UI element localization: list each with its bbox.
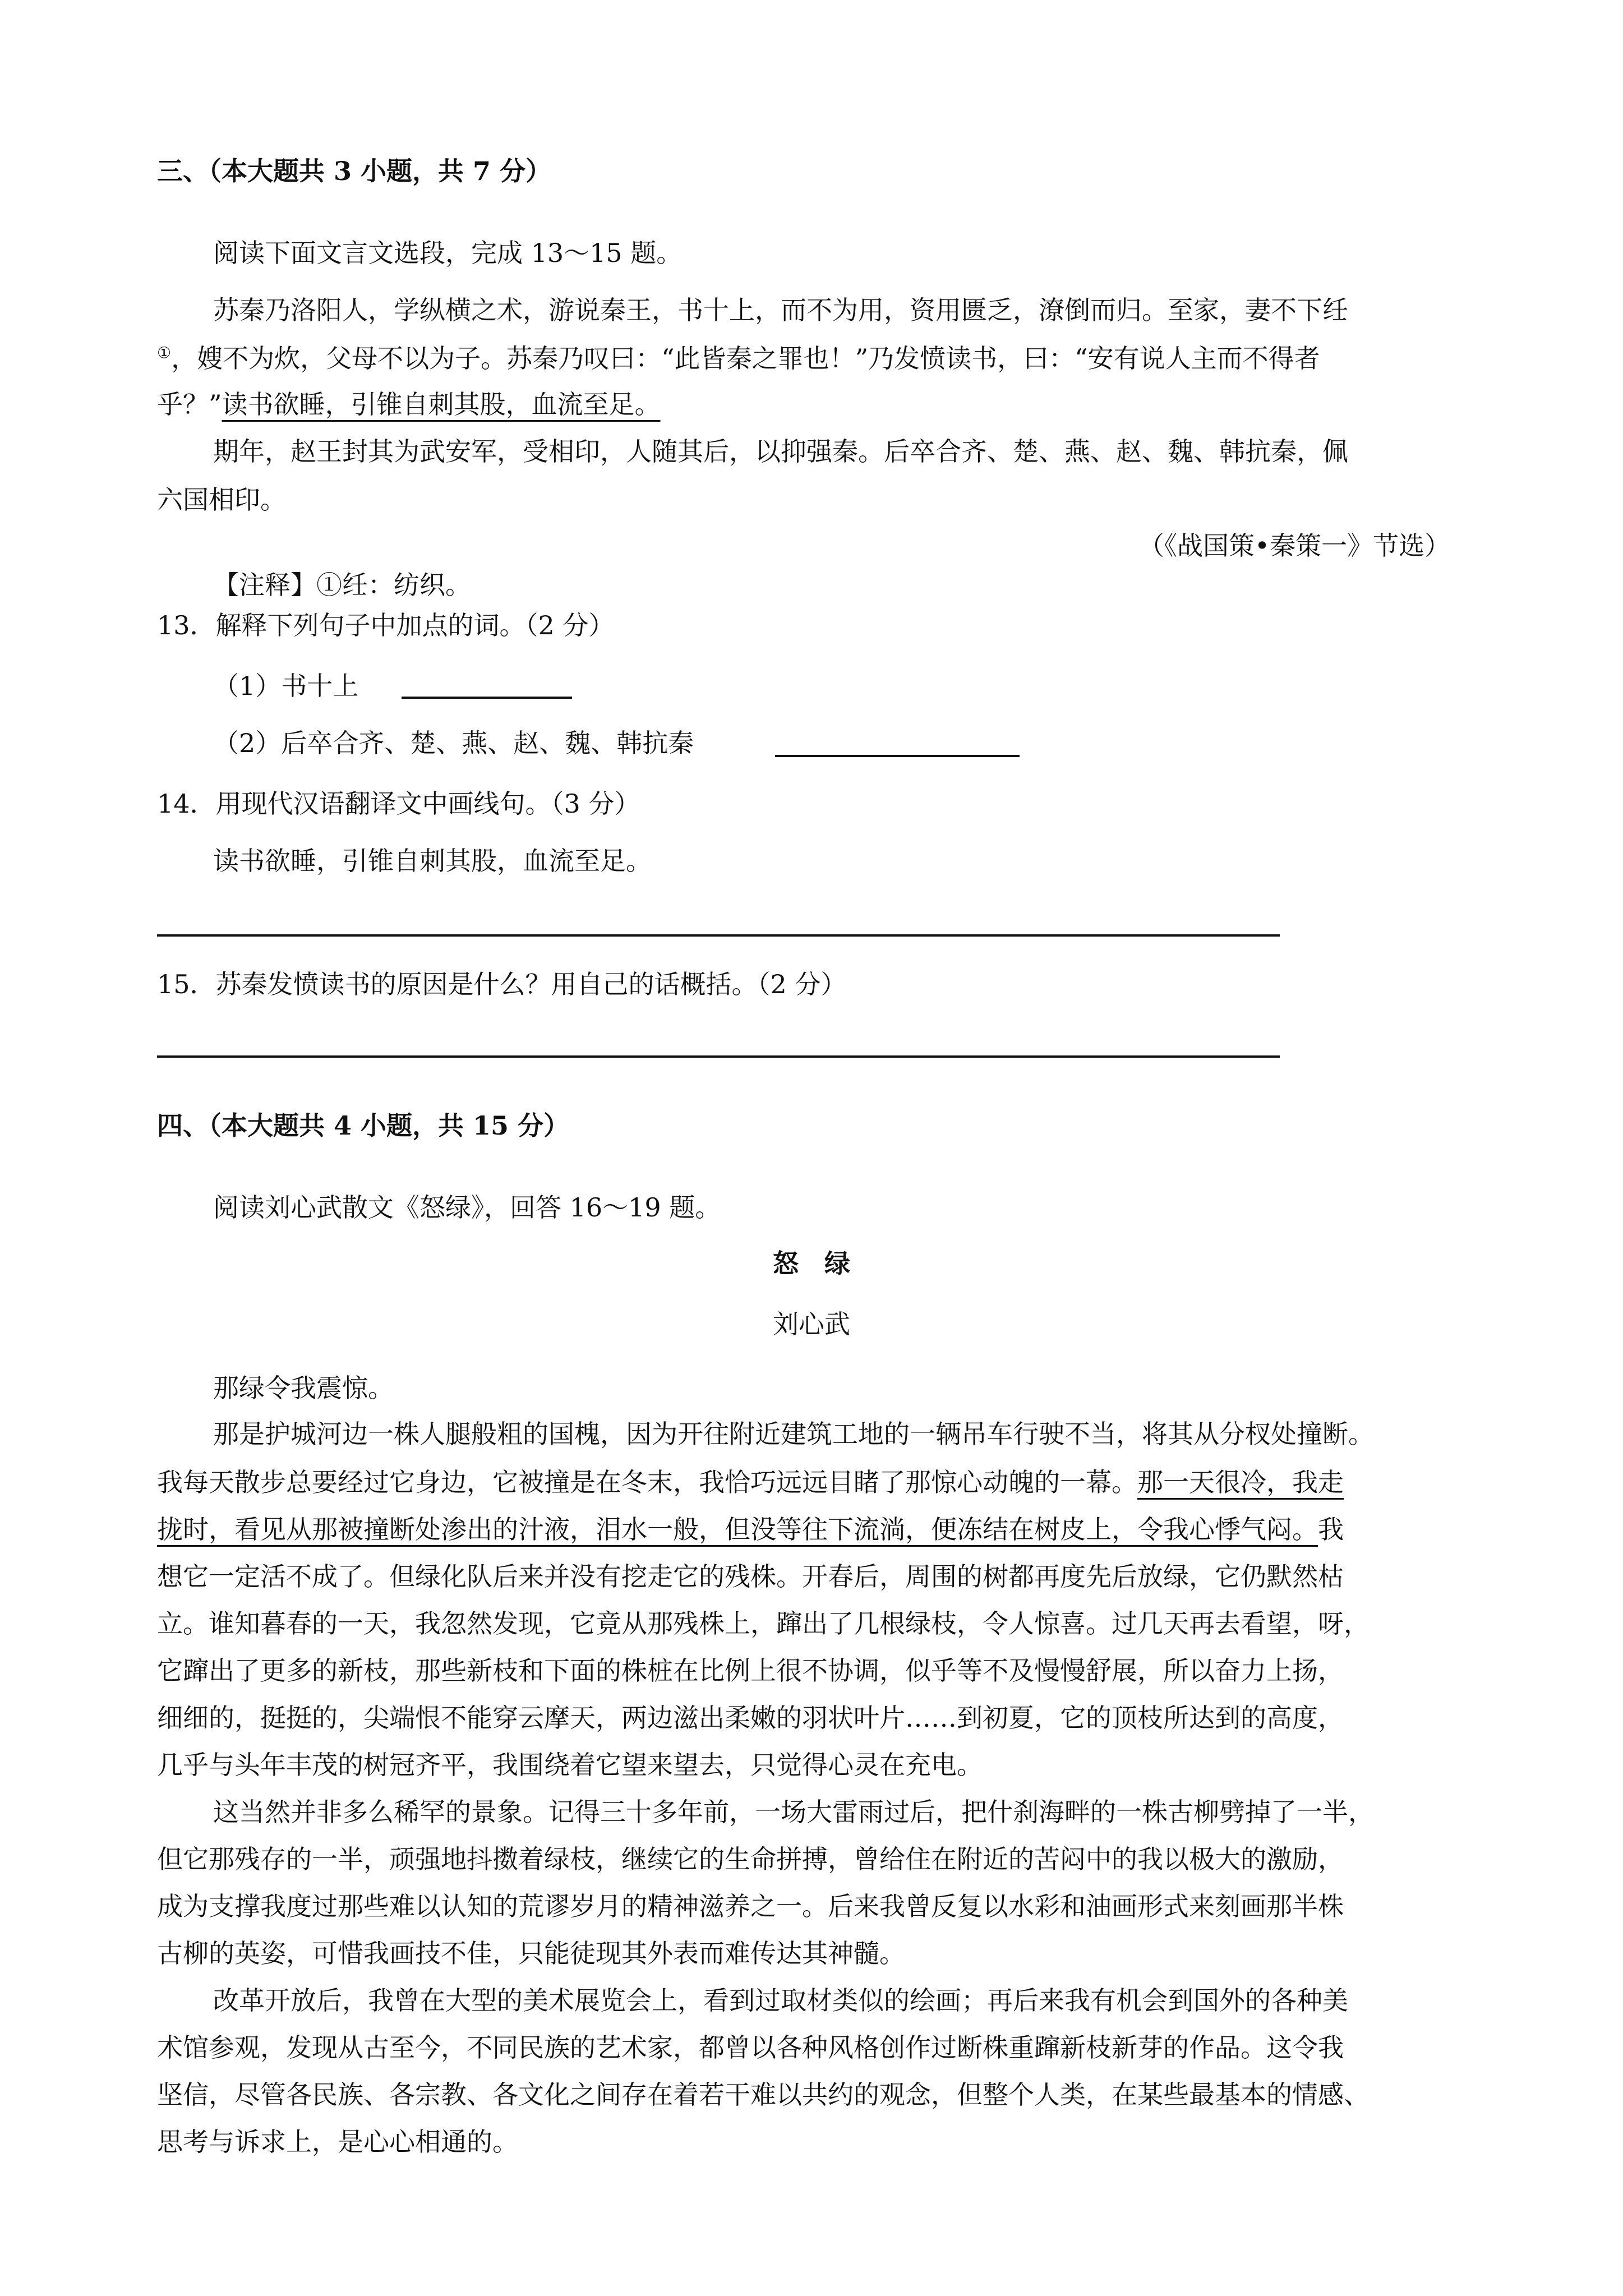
essay-para2-line7: 细细的，挺挺的，尖端恨不能穿云摩天，两边滋出柔嫩的羽状叶片……到初夏，它的顶枝所达到的高度， <box>157 1703 1344 1733</box>
section4-heading: 四、（本大题共 4 小题，共 15 分） <box>157 1110 570 1141</box>
passage-p2-line1: 期年，赵王封其为武安军，受相印，人随其后，以抑强秦。后卒合齐、楚、燕、赵、魏、韩抗秦，佩 <box>213 436 1348 467</box>
essay-para3-line2: 但它那残存的一半，顽强地抖擞着绿枝，继续它的生命拼搏，曾给住在附近的苦闷中的我以极大的激励， <box>157 1844 1344 1874</box>
q14-answer-line[interactable] <box>157 934 1280 937</box>
essay-para4-line2: 术馆参观，发现从古至今，不同民族的艺术家，都曾以各种风格创作过断株重蹿新枝新芽的作品。这令我 <box>157 2032 1344 2063</box>
essay-para4-line3: 坚信，尽管各民族、各宗教、各文化之间存在着若干难以共约的观念，但整个人类，在某些最基本的情感、 <box>157 2080 1370 2110</box>
essay-para2-line1: 那是护城河边一株人腿般粗的国槐，因为开往附近建筑工地的一辆吊车行驶不当，将其从分杈处撞断。 <box>213 1419 1374 1449</box>
q15-answer-line[interactable] <box>157 1055 1280 1058</box>
essay-title: 怒 绿 <box>773 1248 850 1279</box>
essay-underlined-part2: 拢时，看见从那被撞断处渗出的汁液，泪水一般，但没等往下流淌，便冻结在树皮上，令我心悸气闷。 <box>157 1514 1318 1545</box>
passage-p1-line3 <box>157 380 661 428</box>
q13-item1: （1）书十上 <box>213 671 359 701</box>
q13-item2: （2）后卒合齐、楚、燕、赵、魏、韩抗秦 <box>213 728 694 758</box>
essay-para1: 那绿令我震惊。 <box>213 1373 394 1403</box>
essay-para2-line3 <box>157 1505 1344 1553</box>
footnote-marker: ① <box>157 343 172 362</box>
q14-sentence: 读书欲睡，引锥自刺其股，血流至足。 <box>213 846 652 876</box>
passage-p1-line2 <box>157 334 1320 382</box>
passage-p1-line2-text: ，嫂不为炊，父母不以为子。苏秦乃叹曰：“此皆秦之罪也！”乃发愤读书，曰：“安有说人主而不得者 <box>171 343 1320 374</box>
essay-para3-line3: 成为支撑我度过那些难以认知的荒谬岁月的精神滋养之一。后来我曾反复以水彩和油画形式来刻画那半株 <box>157 1891 1344 1921</box>
section3-heading: 三、（本大题共 3 小题，共 7 分） <box>157 156 552 186</box>
section3-instruction: 阅读下面文言文选段，完成 13～15 题。 <box>213 238 683 268</box>
essay-para2-line6: 它蹿出了更多的新枝，那些新枝和下面的株桩在比例上很不协调，似乎等不及慢慢舒展，所以奋力上扬， <box>157 1656 1344 1686</box>
essay-para2-line8: 几乎与头年丰茂的树冠齐平，我围绕着它望来望去，只觉得心灵在充电。 <box>157 1750 983 1780</box>
essay-para2-line3-post: 我 <box>1318 1514 1344 1545</box>
essay-para4-line1: 改革开放后，我曾在大型的美术展览会上，看到过取材类似的绘画；再后来我有机会到国外的各种美 <box>213 1985 1348 2016</box>
passage-p1-line1: 苏秦乃洛阳人，学纵横之术，游说秦王，书十上，而不为用，资用匮乏，潦倒而归。至家，妻不下纴 <box>213 295 1348 325</box>
q13-stem: 13．解释下列句子中加点的词。（2 分） <box>157 610 615 640</box>
q13-item1-answer-line[interactable] <box>402 697 572 699</box>
essay-para2-line2-pre: 我每天散步总要经过它身边，它被撞是在冬末，我恰巧远远目睹了那惊心动魄的一幕。 <box>157 1467 1137 1497</box>
essay-underlined-part1: 那一天很冷，我走 <box>1137 1467 1344 1497</box>
essay-para2-line5: 立。谁知暮春的一天，我忽然发现，它竟从那残株上，蹿出了几根绿枝，令人惊喜。过几天再去看望，呀， <box>157 1608 1370 1639</box>
q13-item2-answer-line[interactable] <box>775 755 1020 757</box>
essay-author: 刘心武 <box>773 1309 850 1339</box>
passage-note: 【注释】①纴：纺织。 <box>213 570 471 600</box>
q14-stem: 14．用现代汉语翻译文中画线句。（3 分） <box>157 789 640 819</box>
section4-instruction: 阅读刘心武散文《怒绿》，回答 16～19 题。 <box>213 1192 721 1223</box>
passage-p2-line2: 六国相印。 <box>157 485 286 515</box>
essay-para3-line1: 这当然并非多么稀罕的景象。记得三十多年前，一场大雷雨过后，把什刹海畔的一株古柳劈掉了一半， <box>213 1797 1374 1827</box>
passage-source: （《战国策•秦策一》节选） <box>1138 531 1451 561</box>
passage-underlined-sentence: 读书欲睡，引锥自刺其股，血流至足。 <box>222 389 661 419</box>
passage-p1-line3-pre: 乎？” <box>157 389 222 419</box>
q15-stem: 15．苏秦发愤读书的原因是什么？用自己的话概括。（2 分） <box>157 969 847 999</box>
essay-para4-line4: 思考与诉求上，是心心相通的。 <box>157 2127 518 2157</box>
essay-para2-line4: 想它一定活不成了。但绿化队后来并没有挖走它的残株。开春后，周围的树都再度先后放绿，它仍默然枯 <box>157 1561 1344 1592</box>
essay-para3-line4: 古柳的英姿，可惜我画技不佳，只能徒现其外表而难传达其神髓。 <box>157 1938 905 1968</box>
essay-para2-line2 <box>157 1458 1344 1506</box>
